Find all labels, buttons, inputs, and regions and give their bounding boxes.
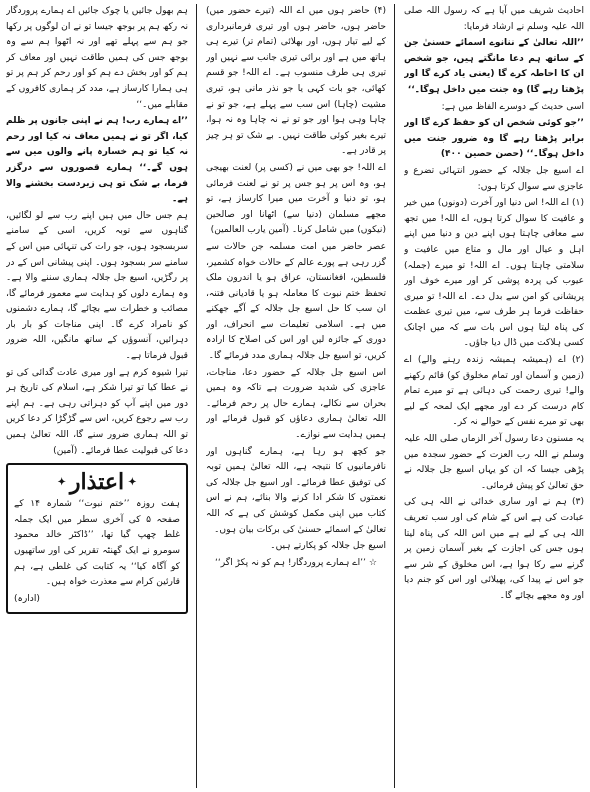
col1-para-8: یہ مسنون دعا رسول آخر الزماں صلی اللہ علیہ وسلم نے اللہ رب العزت کے حضور سجدہ میں پڑھی جیسا کہ ان کو یہاں اسیع جل جلالہ نے حق تعالیٰ کو پیش فرمائی۔ bbox=[404, 434, 584, 491]
col1-para-2: ’’اللہ تعالیٰ کے ننانوے اسمائے حسنیٰ جن کے ساتھ ہم دعا مانگتے ہیں، جو شخص ان کا احاطہ کرے گا (یعنی یاد کرے گا اور پڑھتا رہے گا) وہ جنت میں داخل ہوگا۔‘‘ bbox=[404, 38, 584, 95]
column-divider-1 bbox=[394, 4, 395, 788]
column-right bbox=[404, 4, 584, 788]
col1-para-4: ’’جو کوئی شخص ان کو حفظ کرے گا اور برابر پڑھتا رہے گا وہ ضرور جنت میں داخل ہوگا۔‘‘ (حصن حصین ۴۰۰) bbox=[404, 118, 584, 160]
col2-para-2: اے اللہ! جو بھی میں نے (کسی پر) لعنت بھیجی ہو، وہ اس پر ہو جس پر تو نے لعنت فرمائی ہو، تو دنیا و آخرت میں میرا کارساز ہے، تو مجھے مسلمان (دنیا سے) اٹھانا اور صالحین (نیکوں) میں شامل کرنا۔ (آمین یارب العالمین) bbox=[206, 162, 386, 236]
column-divider-2 bbox=[196, 4, 197, 788]
col3-para-1: ہم بھول جائیں یا چوک جائیں اے ہمارے پروردگار نہ رکھ ہم پر بوجھ جیسا تو نے ان لوگوں پر رکھا جو ہم سے پہلے تھے اور نہ اٹھوا ہم سے وہ بوجھ جس کی ہمیں طاقت نہیں اور معاف کر ہم کو اور بخش دے ہم کو اور رحم کر ہم پر تو ہی ہمارا کارساز ہے، مدد کر ہماری کافروں کے مقابلے میں۔‘‘ bbox=[6, 6, 188, 110]
col2-para-5: جو کچھ ہو رہا ہے، ہمارے گناہوں اور نافرمانیوں کا نتیجہ ہے، اللہ تعالیٰ ہمیں توبہ کی توفیق عطا فرمائے۔ اور اسیع جل جلالہ کی نعمتوں کا شکر ادا کرنے والا بنائے، ہم نے اس کتاب میں اپنی مکمل کوشش کی ہے کہ اللہ تعالیٰ کے اسمائے حسنیٰ کی برکات بیان ہوں۔ bbox=[206, 446, 386, 535]
col2-para-4: اس اسیع جل جلالہ کے حضور دعا، مناجات، عاجزی کی شدید ضرورت ہے تاکہ وہ ہمیں بحران سے نکالے، ہمارے حال پر رحم فرمائے۔ اللہ تعالیٰ ہماری دعاؤں کو قبول فرمائے اور ہمیں ہدایت سے نوازے۔ bbox=[206, 367, 386, 441]
col2-closing-line: ☆ ’’اے ہمارے پروردگار! ہم کو نہ پکڑ اگر‘‘ bbox=[214, 557, 377, 568]
col1-para-1: احادیث شریف میں آیا ہے کہ رسول اللہ صلی اللہ علیہ وسلم نے ارشاد فرمایا: bbox=[404, 6, 584, 32]
col1-para-6: (۱) اے اللہ! اس دنیا اور آخرت (دونوں) میں خیر و عافیت کا سوال کرتا ہوں، اے اللہ! میں تجھ سے معافی چاہتا ہوں اپنے دین و دنیا میں اپنے اہل و عیال اور مال و متاع میں عافیت و سلامتی چاہتا ہوں۔ اے اللہ! تو میرے (جملہ) عیوب کی پردہ پوشی کر اور میرے خوف اور پریشانی کو امن سے بدل دے۔ اے اللہ! تو میری حفاظت فرما ہر طرف سے، میں تیری عظمت کی پناہ لیتا ہوں اس بات سے کہ میں اچانک کسی ہلاکت میں ڈال دیا جاؤں۔ bbox=[404, 198, 584, 349]
apology-notice-text: ہفت روزہ ’’ختم نبوت‘‘ شمارہ ۱۴ کے صفحہ ۵ کی آخری سطر میں ایک جملہ غلط چھپ گیا تھا، ’’ڈاکٹر خالد محمود سومرو نے ایک گھنٹہ تقریر کی اور ساتھیوں کو آگاہ کیا‘‘ یہ کتابت کی غلطی ہے، ہم قارئین کرام سے معذرت خواہ ہیں۔ bbox=[14, 499, 180, 588]
col1-para-5: اے اسیع جل جلالہ کے حضور انتہائی تضرع و عاجزی سے سوال کرتا ہوں: bbox=[404, 165, 584, 192]
apology-notice-signature: (ادارہ) bbox=[14, 593, 40, 604]
col2-para-1: (۴) حاضر ہوں میں اے اللہ (تیرے حضور میں) حاضر ہوں، حاضر ہوں اور تیری فرمانبرداری کے لیے تیار ہوں، اور بھلائی (تمام تر) تیرے ہی ہاتھ میں ہے اور برائی تیری جانب سے نہیں اور تیری ہی طرف منسوب ہے۔ اے اللہ! جو قسم کھائی، جو بات کہی یا جو نذر مانی ہو، تیری مشیت (چاہا) اس سب سے پہلے ہے، جو تو نے چاہا وہی ہوا اور جو تو نے نہ چاہا وہ نہ ہوا، تیرے بغیر کوئی طاقت نہیں۔ بے شک تو ہر چیز پر قادر ہے۔ bbox=[206, 6, 386, 157]
newspaper-page bbox=[6, 4, 584, 788]
col3-para-2: ’’اے ہمارے رب! ہم نے اپنی جانوں پر ظلم کیا، اگر تو نے ہمیں معاف نہ کیا اور رحم نہ کیا تو ہم خسارہ پانے والوں میں سے ہوں گے۔‘‘ ہمارے قصوروں سے درگزر فرما، بے شک تو ہی زبردست بخشنے والا ہے۔ bbox=[6, 116, 188, 205]
col1-para-9: (۳) ہم نے اور ساری خدائی نے اللہ ہی کی عبادت کی ہے اس کے شام کی اور سب تعریف اللہ ہی کے لیے ہے میں اس اللہ کی پناہ لیتا ہوں جس کی اجازت کے بغیر آسمان زمین پر گرنے سے رکا ہوا ہے، اس مخلوق کے شر سے جو اس نے پیدا کی، پھیلائی اور اس کو جنم دیا اور وہ مجھے بچائے گا۔ bbox=[404, 497, 584, 601]
col1-para-7: (۲) اے (ہمیشہ ہمیشہ زندہ رہنے والے) اے (زمین و آسمان اور تمام مخلوق کو) قائم رکھنے والے! تیری رحمت کی دہائی ہے تو میرے تمام کام درست کر دے اور مجھے ایک لمحہ کے لیے بھی تو میرے نفس کے حوالے نہ کر۔ bbox=[404, 355, 584, 428]
column-middle bbox=[206, 4, 386, 788]
apology-notice-box bbox=[6, 463, 188, 614]
apology-notice-title: ✦ اعتذار ✦ bbox=[14, 468, 180, 497]
col3-para-4: تیرا شیوہ کرم ہے اور میری عادت گدائی کی تو نے عطا کیا تو تیرا شکر ہے، اسلام کی تاریخ ہر دور میں اپنے آپ کو دہراتی رہی ہے۔ ہم اپنے رب سے رجوع کریں، اس سے گڑگڑا کر دعا کریں تو اللہ ہماری ضرور سنے گا، اللہ تعالیٰ ہمیں دعا کی قبولیت عطا فرمائے۔ (آمین) bbox=[6, 367, 188, 456]
col3-para-3: ہم جس حال میں ہیں اپنے رب سے لو لگائیں، گناہوں سے توبہ کریں، اسی کے سامنے سربسجود ہوں، جو رات کی تنہائی میں اس کے سامنے سر بسجود ہوں۔ اپنی پیشانی اس کے در پر رگڑیں، اسیع جل جلالہ ہماری سننے والا ہے۔ وہ ہمارے دلوں کو ہدایت سے معمور فرمائے گا، مصائب و خطرات سے بچائے گا، ہمارے دشمنوں کو نامراد کرے گا۔ اپنی مناجات کو بار بار دہرائیں، آنسوؤں کے ساتھ مانگیں، اللہ ضرور قبول فرماتا ہے۔ bbox=[6, 210, 188, 362]
col2-para-6: اسیع جل جلالہ کو پکارتے ہیں۔ bbox=[270, 541, 386, 552]
col1-para-3: اسی حدیث کے دوسرے الفاظ میں ہے: bbox=[441, 101, 584, 112]
column-left bbox=[6, 4, 188, 788]
col2-para-3: عصر حاضر میں امت مسلمہ جن حالات سے گزر رہی ہے پورے عالم کے حالات خواہ کشمیر، فلسطین، افغانستان، عراق ہو یا اندرون ملک تحفظ ختم نبوت کا معاملہ ہو یا قادیانی فتنہ، ان سب کا حل اسیع جل جلالہ کے آگے جھکنے میں ہے۔ اسلامی تعلیمات سے انحراف، اور دوری کے جائزہ لیں اور اس کی اصلاح کا ارادہ کریں، تو اسیع جل جلالہ ہماری مدد فرمائے گا۔ bbox=[206, 241, 386, 362]
